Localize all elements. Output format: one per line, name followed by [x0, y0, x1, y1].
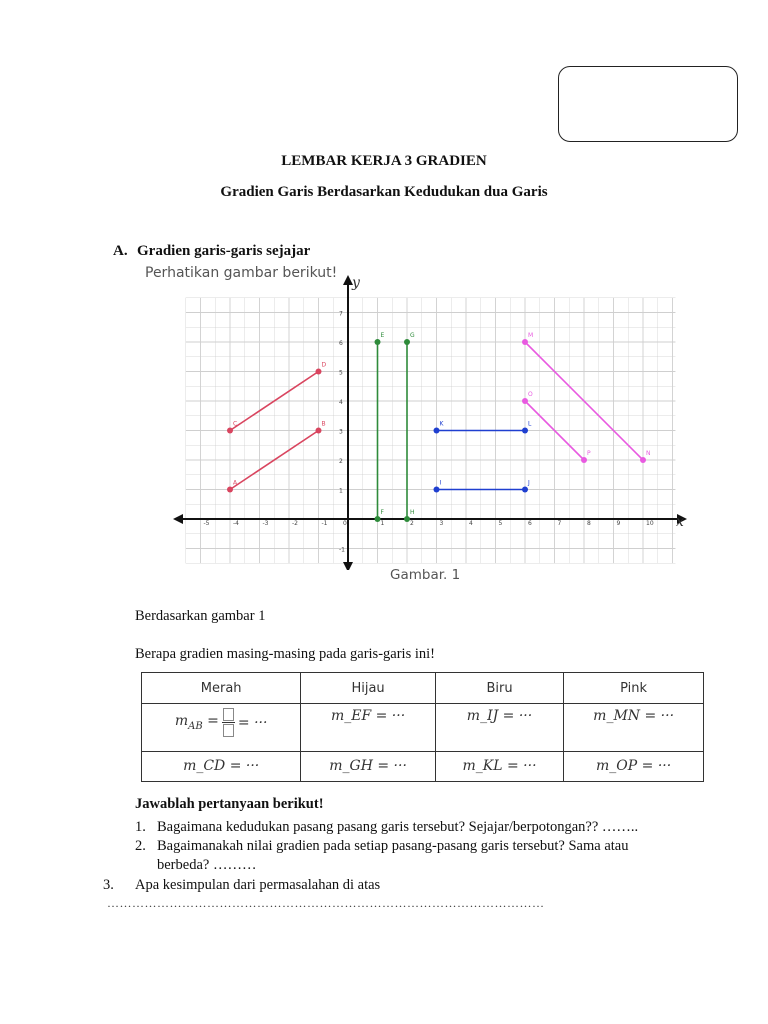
cell-m-ab[interactable] [142, 704, 301, 752]
x-tick-label: 2 [410, 520, 414, 527]
question-text: Berapa gradien masing-masing pada garis-garis ini! [135, 646, 435, 662]
m-ab-result: = ··· [237, 714, 268, 731]
y-tick-label: 3 [339, 428, 343, 436]
point-C [227, 428, 233, 434]
cell-m-op[interactable]: m_OP = ··· [564, 752, 704, 782]
x-axis-arrow-left [173, 514, 183, 524]
x-tick-label: 9 [616, 520, 621, 527]
coordinate-graph [170, 270, 690, 570]
y-tick-label: 1 [339, 487, 343, 495]
point-label-A: A [233, 479, 238, 487]
point-N [640, 457, 646, 463]
point-M [522, 339, 528, 345]
fraction-template [222, 708, 235, 737]
point-O [522, 398, 528, 404]
point-label-D: D [321, 361, 327, 369]
tick-labels [204, 311, 654, 554]
col-hijau: Hijau [301, 673, 435, 704]
point-P [581, 457, 587, 463]
col-pink: Pink [564, 673, 704, 704]
x-tick-label: -4 [233, 520, 239, 527]
point-A [227, 487, 233, 493]
cell-m-ij[interactable]: m_IJ = ··· [435, 704, 563, 752]
y-tick-label: 4 [339, 399, 343, 406]
y-tick-label: -1 [339, 546, 345, 554]
cell-m-ef[interactable]: m_EF = ··· [301, 704, 435, 752]
x-tick-label: 10 [646, 520, 654, 527]
point-E [375, 339, 381, 345]
point-D [316, 369, 322, 375]
y-axis-label: y [352, 275, 360, 291]
x-axis-label: x [676, 514, 684, 530]
point-label-F: F [380, 509, 384, 516]
point-label-N: N [646, 450, 651, 457]
m-ab-symbol: $m_{AB}$ = [174, 713, 219, 732]
x-tick-label: 0 [343, 520, 347, 527]
figure-caption: Gambar. 1 [390, 567, 461, 583]
x-tick-label: 3 [439, 520, 444, 527]
y-axis-arrow-down [343, 562, 353, 570]
point-label-I: I [439, 479, 442, 487]
point-label-C: C [233, 420, 238, 428]
y-tick-label: 5 [339, 369, 343, 377]
point-K [434, 428, 440, 434]
x-tick-label: 6 [528, 520, 532, 527]
section-a-heading [113, 243, 310, 260]
x-tick-label: 8 [587, 520, 591, 527]
axes [173, 275, 687, 570]
x-tick-label: 1 [380, 520, 385, 527]
x-tick-label: 5 [498, 520, 503, 527]
answer-table [141, 672, 704, 782]
x-tick-label: -1 [321, 520, 328, 527]
x-tick-label: 7 [557, 520, 562, 527]
point-H [404, 516, 410, 522]
cell-m-cd[interactable]: m_CD = ··· [142, 752, 301, 782]
y-tick-label: 2 [339, 458, 343, 465]
x-tick-label: -5 [203, 520, 210, 527]
point-label-P: P [587, 450, 591, 457]
questions-heading: Jawablah pertanyaan berikut! [135, 796, 324, 812]
point-L [522, 428, 528, 434]
based-on-text: Berdasarkan gambar 1 [135, 608, 266, 624]
point-label-J: J [528, 479, 530, 487]
cell-m-kl[interactable]: m_KL = ··· [435, 752, 563, 782]
segments [227, 332, 651, 522]
point-G [404, 339, 410, 345]
page-title: LEMBAR KERJA 3 GRADIEN [281, 153, 487, 169]
y-tick-label: 7 [339, 310, 343, 318]
point-label-H: H [410, 509, 415, 516]
point-J [522, 487, 528, 493]
point-I [434, 487, 440, 493]
cell-m-mn[interactable]: m_MN = ··· [564, 704, 704, 752]
point-label-E: E [380, 332, 385, 339]
col-biru: Biru [435, 673, 563, 704]
page-subtitle: Gradien Garis Berdasarkan Kedudukan dua Garis [220, 184, 548, 200]
point-label-K: K [439, 420, 444, 428]
point-B [316, 428, 322, 434]
figure-intro: Perhatikan gambar berikut! [145, 265, 338, 281]
point-label-L: L [528, 420, 532, 428]
point-label-G: G [410, 332, 415, 339]
col-merah: Merah [142, 673, 301, 704]
y-tick-label: 6 [339, 340, 343, 347]
point-F [375, 516, 381, 522]
grid [186, 298, 676, 564]
point-label-O: O [528, 391, 533, 398]
point-label-B: B [321, 420, 326, 428]
section-a-title: Gradien garis-garis sejajar [137, 243, 311, 259]
point-label-M: M [528, 332, 534, 339]
x-tick-label: 4 [469, 520, 473, 527]
x-tick-label: -3 [262, 520, 269, 527]
x-tick-label: -2 [292, 520, 298, 527]
section-a-label: A. [113, 243, 128, 259]
answer-line[interactable]: …………………………………………………………………………………………… [107, 896, 545, 910]
cell-m-gh[interactable]: m_GH = ··· [301, 752, 435, 782]
name-box [558, 66, 738, 142]
